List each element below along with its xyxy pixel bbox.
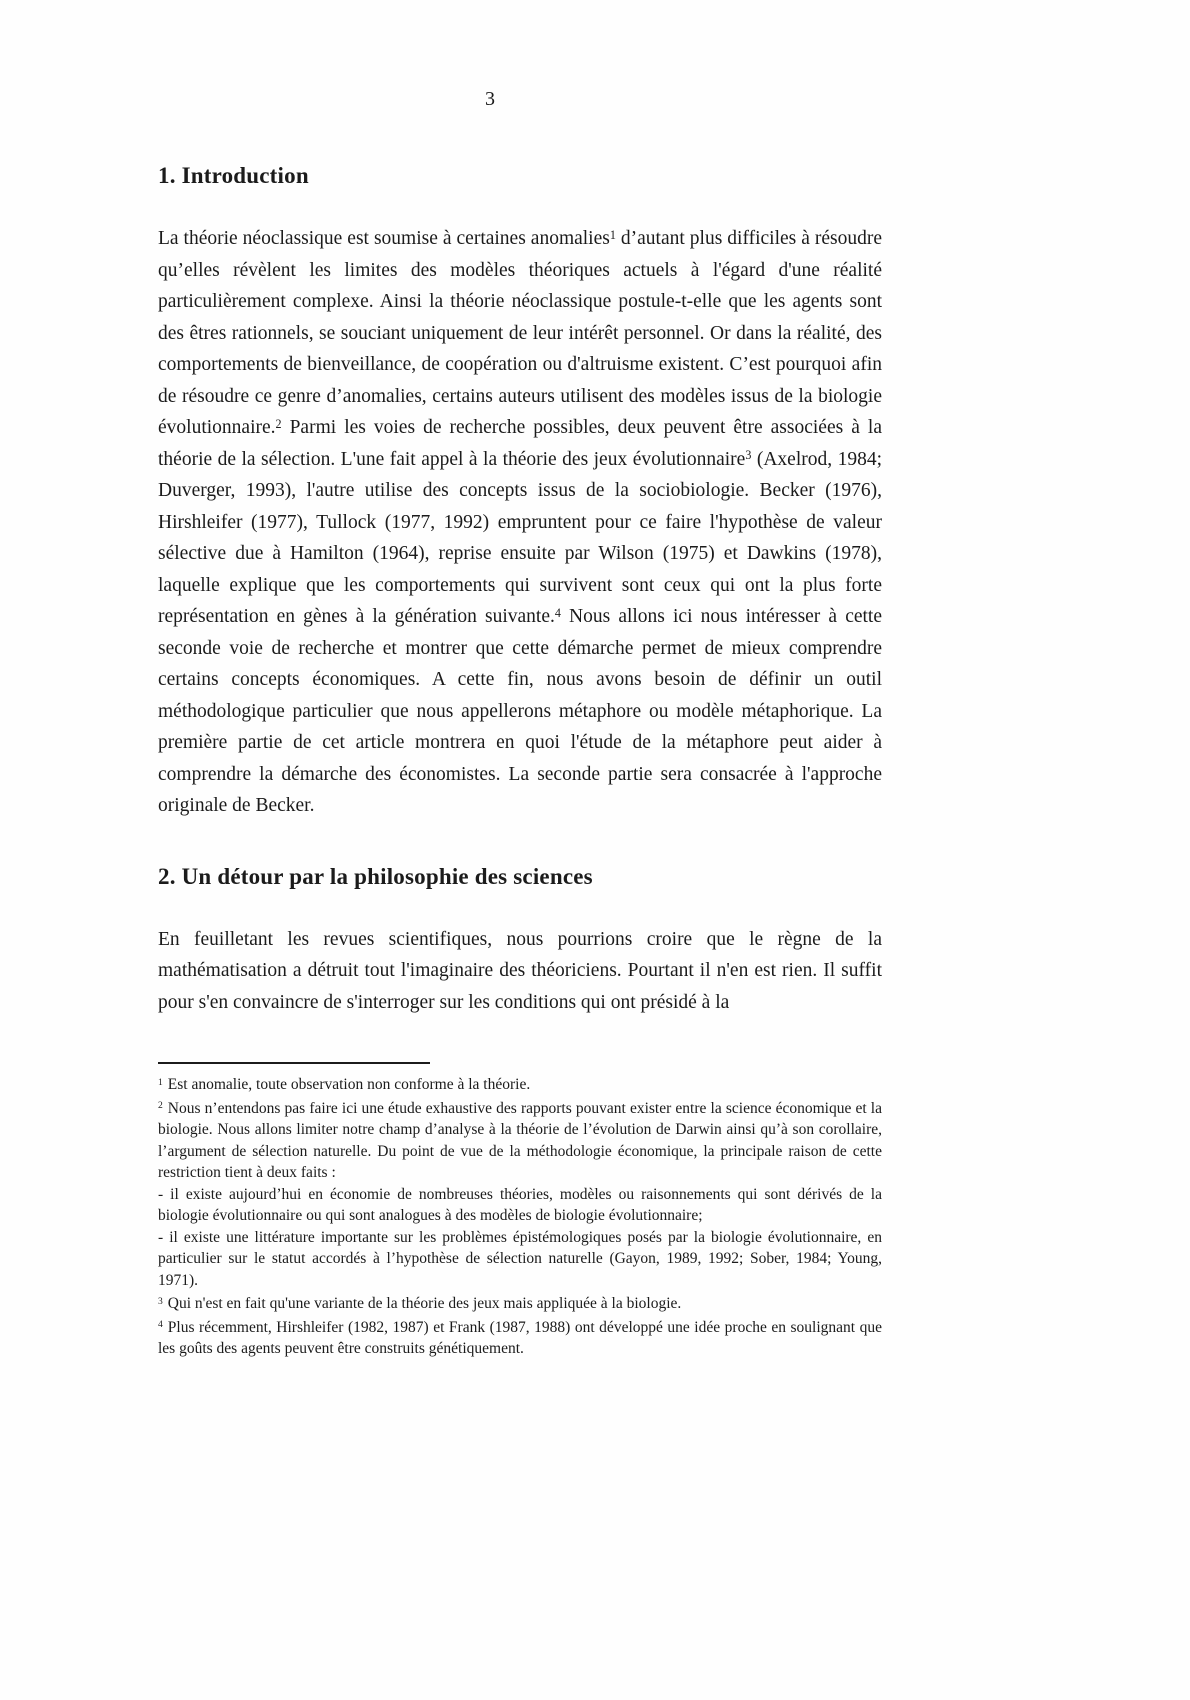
footnote-2-text: Nous n’entendons pas faire ici une étude exhaustive des rapports pouvant exister entre la science économique et la biologie. Nous allons limiter notre champ d’analyse à la théorie de l’évolution de Darwin ainsi qu’à son corollaire, l’argument de sélection naturelle. Du point de vue de la méthodologie économique, la principale raison de cette restriction tient à deux faits : - il existe aujourd’hui en économie de nombreuses théories, modèles ou raisonnements qui sont dérivés de la biologie évolutionnaire ou qui sont analogues à des modèles de biologie évolutionnaire; - il existe une littérature importante sur les problèmes épistémologiques posés par la biologie évolutionnaire, en particulier sur le statut accordés à l’hypothèse de sélection naturelle (Gayon, 1989, 1992; Sober, 1984; Young, 1971). bbox=[158, 1099, 882, 1289]
introduction-paragraph: La théorie néoclassique est soumise à certaines anomalies$^1$ d’autant plus difficiles à résoudre qu’elles révèlent les limites des modèles théoriques actuels à l'égard d'une réalité particulièrement complexe. Ainsi la théorie néoclassique postule-t-elle que les agents sont des êtres rationnels, se souciant uniquement de leur intérêt personnel. Or dans la réalité, des comportements de bienveillance, de coopération ou d'altruisme existent. C’est pourquoi afin de résoudre ce genre d’anomalies, certains auteurs utilisent des modèles issus de la biologie évolutionnaire.$^2$ Parmi les voies de recherche possibles, deux peuvent être associées à la théorie de la sélection. L'une fait appel à la théorie des jeux évolutionnaire$^3$ (Axelrod, 1984; Duverger, 1993), l'autre utilise des concepts issus de la sociobiologie. Becker (1976), Hirshleifer (1977), Tullock (1977, 1992) empruntent pour ce faire l'hypothèse de valeur sélective due à Hamilton (1964), reprise ensuite par Wilson (1975) et Dawkins (1978), laquelle explique que les comportements qui survivent sont ceux qui ont la plus forte représentation en gènes à la génération suivante.$^4$ Nous allons ici nous intéresser à cette seconde voie de recherche et montrer que cette démarche permet de mieux comprendre certains concepts économiques. A cette fin, nous avons besoin de définir un outil méthodologique particulier que nous appellerons métaphore ou modèle métaphorique. La première partie de cet article montrera en quoi l'étude de la métaphore peut aider à comprendre la démarche des économistes. La seconde partie sera consacrée à l'approche originale de Becker. bbox=[158, 227, 883, 816]
footnote-4-text: Plus récemment, Hirshleifer (1982, 1987) et Frank (1987, 1988) ont développé une idée proche en soulignant que les goûts des agents peuvent être construits génétiquement. bbox=[158, 1318, 882, 1357]
footnote-1-text: Est anomalie, toute observation non conforme à la théorie. bbox=[167, 1076, 531, 1093]
section-introduction bbox=[158, 163, 882, 822]
footnote-4 bbox=[158, 1317, 882, 1360]
section-heading-philosophie: 2. Un détour par la philosophie des sciences bbox=[158, 863, 593, 889]
footnotes-block bbox=[158, 1062, 882, 1360]
section-heading-introduction: 1. Introduction bbox=[158, 163, 309, 188]
footnote-2 bbox=[158, 1098, 882, 1292]
footnote-3-text: Qui n'est en fait qu'une variante de la théorie des jeux mais appliquée à la biologie. bbox=[167, 1295, 682, 1312]
footnote-2-marker: 2 bbox=[158, 1100, 163, 1112]
footnote-1 bbox=[158, 1074, 882, 1096]
footnote-4-marker: 4 bbox=[158, 1319, 163, 1331]
footnote-3-marker: 3 bbox=[158, 1295, 163, 1307]
footnote-separator-rule bbox=[158, 1062, 430, 1064]
footnote-3 bbox=[158, 1293, 882, 1315]
footnote-1-marker: 1 bbox=[158, 1076, 163, 1088]
page-number: 3 bbox=[485, 88, 495, 110]
philosophie-paragraph: En feuilletant les revues scientifiques, nous pourrions croire que le règne de la mathématisation a détruit tout l'imaginaire des théoriciens. Pourtant il n'en est rien. Il suffit pour s'en convaincre de s'interroger sur les conditions qui ont présidé à la bbox=[158, 928, 882, 1013]
section-detour-philosophie bbox=[158, 864, 882, 1019]
